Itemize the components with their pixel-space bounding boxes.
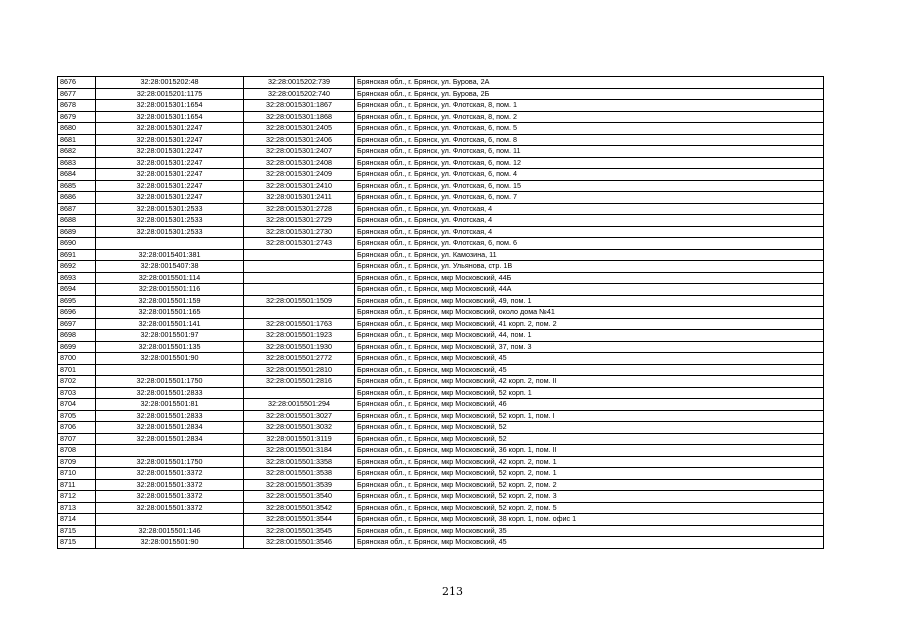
table-row [58, 330, 824, 342]
table-row [58, 238, 824, 250]
row-number-cell: 8695 [58, 295, 96, 307]
object-cadastral-number-cell: 32:28:0015501:1509 [244, 295, 355, 307]
address-cell: Брянская обл., г. Брянск, ул. Ульянова, стр. 1В [355, 261, 824, 273]
row-number-cell: 8704 [58, 399, 96, 411]
table-row [58, 77, 824, 89]
object-cadastral-number-cell: 32:28:0015501:3546 [244, 537, 355, 549]
address-cell: Брянская обл., г. Брянск, ул. Флотская, 6, пом. 6 [355, 238, 824, 250]
land-cadastral-number-cell: 32:28:0015501:114 [96, 272, 244, 284]
land-cadastral-number-cell: 32:28:0015501:2833 [96, 387, 244, 399]
table-row [58, 514, 824, 526]
address-cell: Брянская обл., г. Брянск, мкр Московский, 46 [355, 399, 824, 411]
row-number-cell: 8705 [58, 410, 96, 422]
row-number-cell: 8677 [58, 88, 96, 100]
row-number-cell: 8680 [58, 123, 96, 135]
object-cadastral-number-cell: 32:28:0015501:2816 [244, 376, 355, 388]
table-row [58, 295, 824, 307]
row-number-cell: 8689 [58, 226, 96, 238]
table-row [58, 318, 824, 330]
object-cadastral-number-cell: 32:28:0015501:2772 [244, 353, 355, 365]
row-number-cell: 8685 [58, 180, 96, 192]
object-cadastral-number-cell: 32:28:0015301:2408 [244, 157, 355, 169]
land-cadastral-number-cell: 32:28:0015501:2833 [96, 410, 244, 422]
address-cell: Брянская обл., г. Брянск, ул. Бурова, 2А [355, 77, 824, 89]
land-cadastral-number-cell: 32:28:0015301:2533 [96, 203, 244, 215]
row-number-cell: 8681 [58, 134, 96, 146]
object-cadastral-number-cell: 32:28:0015501:3539 [244, 479, 355, 491]
table-row [58, 272, 824, 284]
land-cadastral-number-cell: 32:28:0015501:90 [96, 537, 244, 549]
row-number-cell: 8707 [58, 433, 96, 445]
address-cell: Брянская обл., г. Брянск, мкр Московский, 52 корп. 2, пом. 2 [355, 479, 824, 491]
address-cell: Брянская обл., г. Брянск, мкр Московский, 38 корп. 1, пом. офис 1 [355, 514, 824, 526]
table-row [58, 445, 824, 457]
land-cadastral-number-cell: 32:28:0015301:2247 [96, 146, 244, 158]
object-cadastral-number-cell: 32:28:0015501:2810 [244, 364, 355, 376]
table-row [58, 249, 824, 261]
table-row [58, 364, 824, 376]
table-row [58, 157, 824, 169]
table-row [58, 192, 824, 204]
row-number-cell: 8708 [58, 445, 96, 457]
object-cadastral-number-cell: 32:28:0015501:294 [244, 399, 355, 411]
land-cadastral-number-cell: 32:28:0015501:165 [96, 307, 244, 319]
row-number-cell: 8715 [58, 525, 96, 537]
table-row [58, 203, 824, 215]
land-cadastral-number-cell: 32:28:0015501:3372 [96, 468, 244, 480]
row-number-cell: 8679 [58, 111, 96, 123]
address-cell: Брянская обл., г. Брянск, ул. Флотская, 6, пом. 4 [355, 169, 824, 181]
land-cadastral-number-cell: 32:28:0015301:2247 [96, 134, 244, 146]
row-number-cell: 8711 [58, 479, 96, 491]
address-cell: Брянская обл., г. Брянск, мкр Московский, 45 [355, 537, 824, 549]
table-row [58, 433, 824, 445]
object-cadastral-number-cell: 32:28:0015501:3184 [244, 445, 355, 457]
object-cadastral-number-cell: 32:28:0015501:3358 [244, 456, 355, 468]
address-cell: Брянская обл., г. Брянск, мкр Московский, 49, пом. 1 [355, 295, 824, 307]
object-cadastral-number-cell [244, 261, 355, 273]
object-cadastral-number-cell: 32:28:0015501:1763 [244, 318, 355, 330]
object-cadastral-number-cell: 32:28:0015501:1923 [244, 330, 355, 342]
land-cadastral-number-cell: 32:28:0015301:2247 [96, 123, 244, 135]
land-cadastral-number-cell: 32:28:0015501:159 [96, 295, 244, 307]
address-cell: Брянская обл., г. Брянск, мкр Московский, 52 корп. 2, пом. 5 [355, 502, 824, 514]
table-row [58, 226, 824, 238]
land-cadastral-number-cell: 32:28:0015301:2247 [96, 169, 244, 181]
table-row [58, 537, 824, 549]
object-cadastral-number-cell: 32:28:0015501:1930 [244, 341, 355, 353]
row-number-cell: 8692 [58, 261, 96, 273]
object-cadastral-number-cell [244, 307, 355, 319]
object-cadastral-number-cell: 32:28:0015202:740 [244, 88, 355, 100]
land-cadastral-number-cell: 32:28:0015501:135 [96, 341, 244, 353]
land-cadastral-number-cell [96, 364, 244, 376]
land-cadastral-number-cell: 32:28:0015501:2834 [96, 433, 244, 445]
table-row [58, 456, 824, 468]
address-cell: Брянская обл., г. Брянск, ул. Флотская, 6, пом. 12 [355, 157, 824, 169]
table-row [58, 376, 824, 388]
land-cadastral-number-cell: 32:28:0015501:1750 [96, 456, 244, 468]
address-cell: Брянская обл., г. Брянск, ул. Флотская, 6, пом. 8 [355, 134, 824, 146]
land-cadastral-number-cell: 32:28:0015401:381 [96, 249, 244, 261]
table-row [58, 261, 824, 273]
address-cell: Брянская обл., г. Брянск, мкр Московский, 42 корп. 2, пом. 1 [355, 456, 824, 468]
row-number-cell: 8713 [58, 502, 96, 514]
table-row [58, 525, 824, 537]
row-number-cell: 8676 [58, 77, 96, 89]
row-number-cell: 8684 [58, 169, 96, 181]
table-row [58, 180, 824, 192]
object-cadastral-number-cell: 32:28:0015501:3544 [244, 514, 355, 526]
address-cell: Брянская обл., г. Брянск, ул. Флотская, 6, пом. 15 [355, 180, 824, 192]
object-cadastral-number-cell: 32:28:0015301:2743 [244, 238, 355, 250]
object-cadastral-number-cell: 32:28:0015501:3027 [244, 410, 355, 422]
address-cell: Брянская обл., г. Брянск, мкр Московский, 36 корп. 1, пом. II [355, 445, 824, 457]
row-number-cell: 8694 [58, 284, 96, 296]
address-cell: Брянская обл., г. Брянск, мкр Московский, 41 корп. 2, пом. 2 [355, 318, 824, 330]
table-row [58, 468, 824, 480]
land-cadastral-number-cell: 32:28:0015202:48 [96, 77, 244, 89]
address-cell: Брянская обл., г. Брянск, ул. Бурова, 2Б [355, 88, 824, 100]
address-cell: Брянская обл., г. Брянск, мкр Московский, 44, пом. 1 [355, 330, 824, 342]
table-row [58, 146, 824, 158]
land-cadastral-number-cell: 32:28:0015301:2533 [96, 215, 244, 227]
object-cadastral-number-cell [244, 387, 355, 399]
row-number-cell: 8687 [58, 203, 96, 215]
object-cadastral-number-cell: 32:28:0015301:2730 [244, 226, 355, 238]
land-cadastral-number-cell: 32:28:0015301:2247 [96, 192, 244, 204]
table-row [58, 387, 824, 399]
table-row [58, 123, 824, 135]
land-cadastral-number-cell: 32:28:0015501:141 [96, 318, 244, 330]
table-row [58, 169, 824, 181]
row-number-cell: 8691 [58, 249, 96, 261]
object-cadastral-number-cell: 32:28:0015501:3540 [244, 491, 355, 503]
table-row [58, 215, 824, 227]
row-number-cell: 8703 [58, 387, 96, 399]
address-cell: Брянская обл., г. Брянск, мкр Московский, 37, пом. 3 [355, 341, 824, 353]
object-cadastral-number-cell: 32:28:0015301:2729 [244, 215, 355, 227]
table-row [58, 479, 824, 491]
address-cell: Брянская обл., г. Брянск, мкр Московский, 52 [355, 433, 824, 445]
row-number-cell: 8700 [58, 353, 96, 365]
address-cell: Брянская обл., г. Брянск, мкр Московский, 44А [355, 284, 824, 296]
row-number-cell: 8690 [58, 238, 96, 250]
address-cell: Брянская обл., г. Брянск, ул. Флотская, 6, пом. 7 [355, 192, 824, 204]
object-cadastral-number-cell: 32:28:0015202:739 [244, 77, 355, 89]
object-cadastral-number-cell: 32:28:0015301:2411 [244, 192, 355, 204]
land-cadastral-number-cell: 32:28:0015301:1654 [96, 111, 244, 123]
address-cell: Брянская обл., г. Брянск, мкр Московский, 35 [355, 525, 824, 537]
address-cell: Брянская обл., г. Брянск, мкр Московский, 52 корп. 2, пом. 1 [355, 468, 824, 480]
address-cell: Брянская обл., г. Брянск, ул. Флотская, 4 [355, 203, 824, 215]
address-cell: Брянская обл., г. Брянск, ул. Флотская, 6, пом. 11 [355, 146, 824, 158]
address-cell: Брянская обл., г. Брянск, мкр Московский, 45 [355, 353, 824, 365]
land-cadastral-number-cell: 32:28:0015301:2247 [96, 157, 244, 169]
address-cell: Брянская обл., г. Брянск, мкр Московский, около дома №41 [355, 307, 824, 319]
table-row [58, 100, 824, 112]
row-number-cell: 8715 [58, 537, 96, 549]
address-cell: Брянская обл., г. Брянск, ул. Флотская, 4 [355, 215, 824, 227]
row-number-cell: 8702 [58, 376, 96, 388]
object-cadastral-number-cell: 32:28:0015301:2410 [244, 180, 355, 192]
land-cadastral-number-cell [96, 514, 244, 526]
object-cadastral-number-cell: 32:28:0015501:3538 [244, 468, 355, 480]
address-cell: Брянская обл., г. Брянск, мкр Московский, 45 [355, 364, 824, 376]
land-cadastral-number-cell: 32:28:0015501:2834 [96, 422, 244, 434]
land-cadastral-number-cell: 32:28:0015501:81 [96, 399, 244, 411]
land-cadastral-number-cell: 32:28:0015301:2533 [96, 226, 244, 238]
object-cadastral-number-cell: 32:28:0015301:2728 [244, 203, 355, 215]
address-cell: Брянская обл., г. Брянск, мкр Московский, 42 корп. 2, пом. II [355, 376, 824, 388]
address-cell: Брянская обл., г. Брянск, мкр Московский, 52 корп. 1 [355, 387, 824, 399]
table-row [58, 410, 824, 422]
address-cell: Брянская обл., г. Брянск, ул. Камозина, 11 [355, 249, 824, 261]
address-cell: Брянская обл., г. Брянск, мкр Московский, 52 [355, 422, 824, 434]
address-cell: Брянская обл., г. Брянск, ул. Флотская, 6, пом. 5 [355, 123, 824, 135]
row-number-cell: 8688 [58, 215, 96, 227]
address-cell: Брянская обл., г. Брянск, мкр Московский, 44Б [355, 272, 824, 284]
object-cadastral-number-cell: 32:28:0015501:3032 [244, 422, 355, 434]
row-number-cell: 8678 [58, 100, 96, 112]
address-cell: Брянская обл., г. Брянск, мкр Московский, 52 корп. 1, пом. I [355, 410, 824, 422]
land-cadastral-number-cell: 32:28:0015501:146 [96, 525, 244, 537]
table-row [58, 134, 824, 146]
row-number-cell: 8686 [58, 192, 96, 204]
table-row [58, 399, 824, 411]
land-cadastral-number-cell: 32:28:0015501:1750 [96, 376, 244, 388]
property-registry-table [57, 76, 824, 549]
object-cadastral-number-cell: 32:28:0015501:3119 [244, 433, 355, 445]
land-cadastral-number-cell: 32:28:0015501:97 [96, 330, 244, 342]
object-cadastral-number-cell: 32:28:0015501:3545 [244, 525, 355, 537]
table-body [58, 77, 824, 549]
row-number-cell: 8697 [58, 318, 96, 330]
page-number: 213 [442, 585, 463, 598]
land-cadastral-number-cell [96, 238, 244, 250]
land-cadastral-number-cell: 32:28:0015501:3372 [96, 479, 244, 491]
table-row [58, 422, 824, 434]
table-row [58, 341, 824, 353]
address-cell: Брянская обл., г. Брянск, ул. Флотская, 8, пом. 1 [355, 100, 824, 112]
land-cadastral-number-cell: 32:28:0015201:1175 [96, 88, 244, 100]
table-row [58, 353, 824, 365]
land-cadastral-number-cell: 32:28:0015501:3372 [96, 491, 244, 503]
row-number-cell: 8714 [58, 514, 96, 526]
land-cadastral-number-cell: 32:28:0015301:2247 [96, 180, 244, 192]
object-cadastral-number-cell: 32:28:0015301:2409 [244, 169, 355, 181]
object-cadastral-number-cell: 32:28:0015301:1868 [244, 111, 355, 123]
land-cadastral-number-cell: 32:28:0015301:1654 [96, 100, 244, 112]
row-number-cell: 8709 [58, 456, 96, 468]
land-cadastral-number-cell: 32:28:0015407:38 [96, 261, 244, 273]
table-row [58, 502, 824, 514]
object-cadastral-number-cell [244, 249, 355, 261]
row-number-cell: 8682 [58, 146, 96, 158]
row-number-cell: 8710 [58, 468, 96, 480]
row-number-cell: 8712 [58, 491, 96, 503]
table-row [58, 491, 824, 503]
table-row [58, 88, 824, 100]
address-cell: Брянская обл., г. Брянск, ул. Флотская, 4 [355, 226, 824, 238]
land-cadastral-number-cell: 32:28:0015501:3372 [96, 502, 244, 514]
table-row [58, 307, 824, 319]
object-cadastral-number-cell: 32:28:0015501:3542 [244, 502, 355, 514]
object-cadastral-number-cell: 32:28:0015301:2407 [244, 146, 355, 158]
land-cadastral-number-cell: 32:28:0015501:116 [96, 284, 244, 296]
object-cadastral-number-cell [244, 272, 355, 284]
row-number-cell: 8683 [58, 157, 96, 169]
row-number-cell: 8706 [58, 422, 96, 434]
land-cadastral-number-cell: 32:28:0015501:90 [96, 353, 244, 365]
row-number-cell: 8699 [58, 341, 96, 353]
row-number-cell: 8701 [58, 364, 96, 376]
table-row [58, 111, 824, 123]
object-cadastral-number-cell [244, 284, 355, 296]
row-number-cell: 8698 [58, 330, 96, 342]
row-number-cell: 8696 [58, 307, 96, 319]
table-row [58, 284, 824, 296]
object-cadastral-number-cell: 32:28:0015301:2405 [244, 123, 355, 135]
land-cadastral-number-cell [96, 445, 244, 457]
row-number-cell: 8693 [58, 272, 96, 284]
address-cell: Брянская обл., г. Брянск, ул. Флотская, 8, пом. 2 [355, 111, 824, 123]
address-cell: Брянская обл., г. Брянск, мкр Московский, 52 корп. 2, пом. 3 [355, 491, 824, 503]
object-cadastral-number-cell: 32:28:0015301:1867 [244, 100, 355, 112]
object-cadastral-number-cell: 32:28:0015301:2406 [244, 134, 355, 146]
